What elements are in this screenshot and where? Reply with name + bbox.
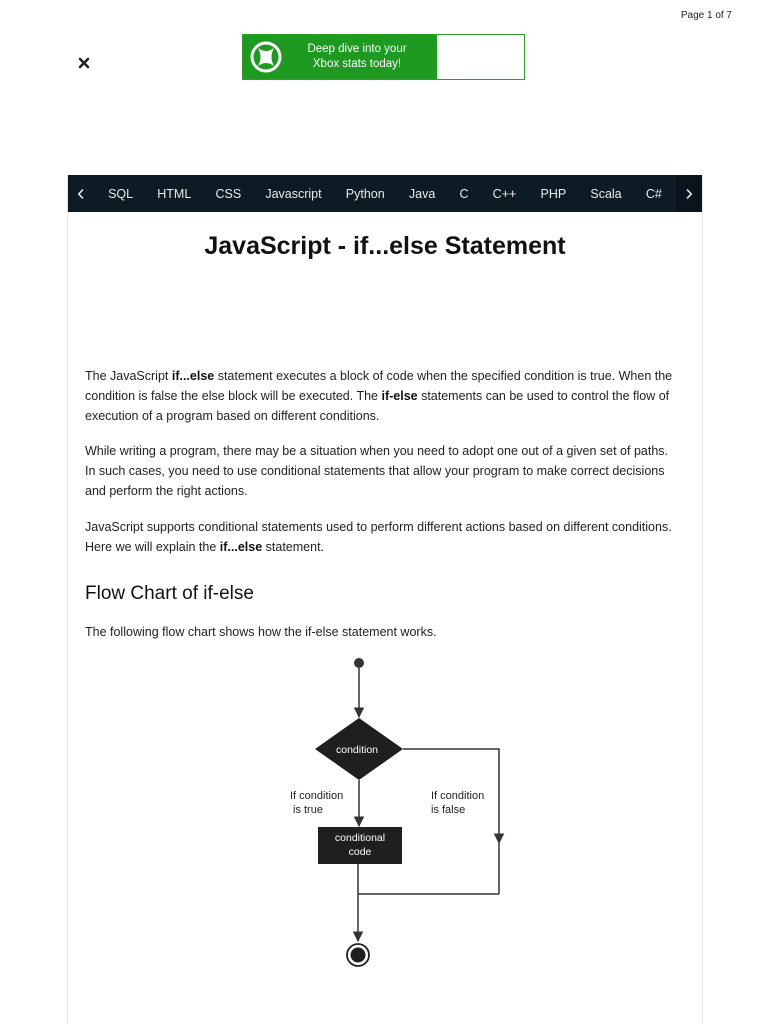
condition-label: condition — [335, 744, 379, 756]
nav-item-css[interactable]: CSS — [215, 186, 242, 201]
nav-item-javascript[interactable]: Javascript — [265, 186, 322, 201]
xbox-logo-icon — [249, 40, 283, 74]
nav-items — [94, 187, 676, 201]
section-intro: The following flow chart shows how the if-else statement works. — [85, 625, 437, 639]
ad-text-line2: Xbox stats today! — [312, 58, 402, 70]
nav-item-java[interactable]: Java — [408, 186, 436, 201]
chevron-right-icon — [685, 188, 693, 200]
content-frame — [67, 175, 703, 1024]
ad-banner[interactable] — [242, 34, 525, 80]
paths-paragraph: While writing a program, there may be a situation when you need to adopt one out of a given set of paths. In such cases, you need to use conditional statements that allow your program to make correct decisions and perform the right actions. — [85, 444, 668, 498]
nav-item-scala[interactable]: Scala — [590, 186, 622, 201]
page-indicator: Page 1 of 7 — [680, 10, 732, 21]
support-text-2: statement. — [262, 540, 325, 554]
false-label-line2: is false — [431, 804, 466, 816]
intro-text-2: statement executes a block of code when the specified condition is true. When the condition is false the else block will be executed. The — [85, 369, 673, 403]
process-label-line1: conditional — [334, 832, 386, 844]
true-label-line2: is true — [293, 804, 323, 816]
nav-item-csharp[interactable]: C# — [645, 186, 662, 201]
intro-text-1: The JavaScript — [85, 369, 172, 383]
process-label-line2: code — [348, 846, 372, 858]
page-title: JavaScript - if...else Statement — [204, 232, 566, 260]
nav-item-html[interactable]: HTML — [157, 186, 192, 201]
ad-text-line1: Deep dive into your — [307, 43, 407, 55]
ad-content[interactable] — [243, 35, 437, 79]
ad-text — [297, 42, 417, 72]
nav-item-php[interactable]: PHP — [540, 186, 567, 201]
true-label-line1: If condition — [290, 790, 344, 802]
nav-item-cpp[interactable]: C++ — [492, 186, 517, 201]
nav-item-python[interactable]: Python — [345, 186, 385, 201]
section-heading: Flow Chart of if-else — [85, 583, 254, 604]
language-nav — [68, 175, 702, 212]
flowchart — [68, 653, 702, 973]
start-node — [354, 658, 364, 668]
close-ad-button[interactable] — [73, 52, 95, 74]
nav-prev-button[interactable] — [68, 175, 94, 212]
intro-paragraph — [85, 366, 681, 426]
false-label-line1: If condition — [431, 790, 485, 802]
support-bold-1: if...else — [219, 540, 263, 554]
intro-bold-2: if-else — [381, 389, 418, 403]
support-paragraph — [85, 517, 681, 557]
chevron-left-icon — [77, 188, 85, 200]
close-icon — [78, 57, 90, 69]
intro-bold-1: if...else — [171, 369, 215, 383]
nav-item-c[interactable]: C — [459, 186, 469, 201]
nav-item-sql[interactable]: SQL — [108, 186, 134, 201]
nav-next-button[interactable] — [676, 175, 702, 212]
end-node-inner — [351, 948, 366, 963]
support-text-1: JavaScript supports conditional statements used to perform different actions based on different conditions. Here we will explain the — [85, 520, 672, 554]
intro-text-3: statements can be used to control the flow of execution of a program based on different conditions. — [85, 389, 670, 423]
